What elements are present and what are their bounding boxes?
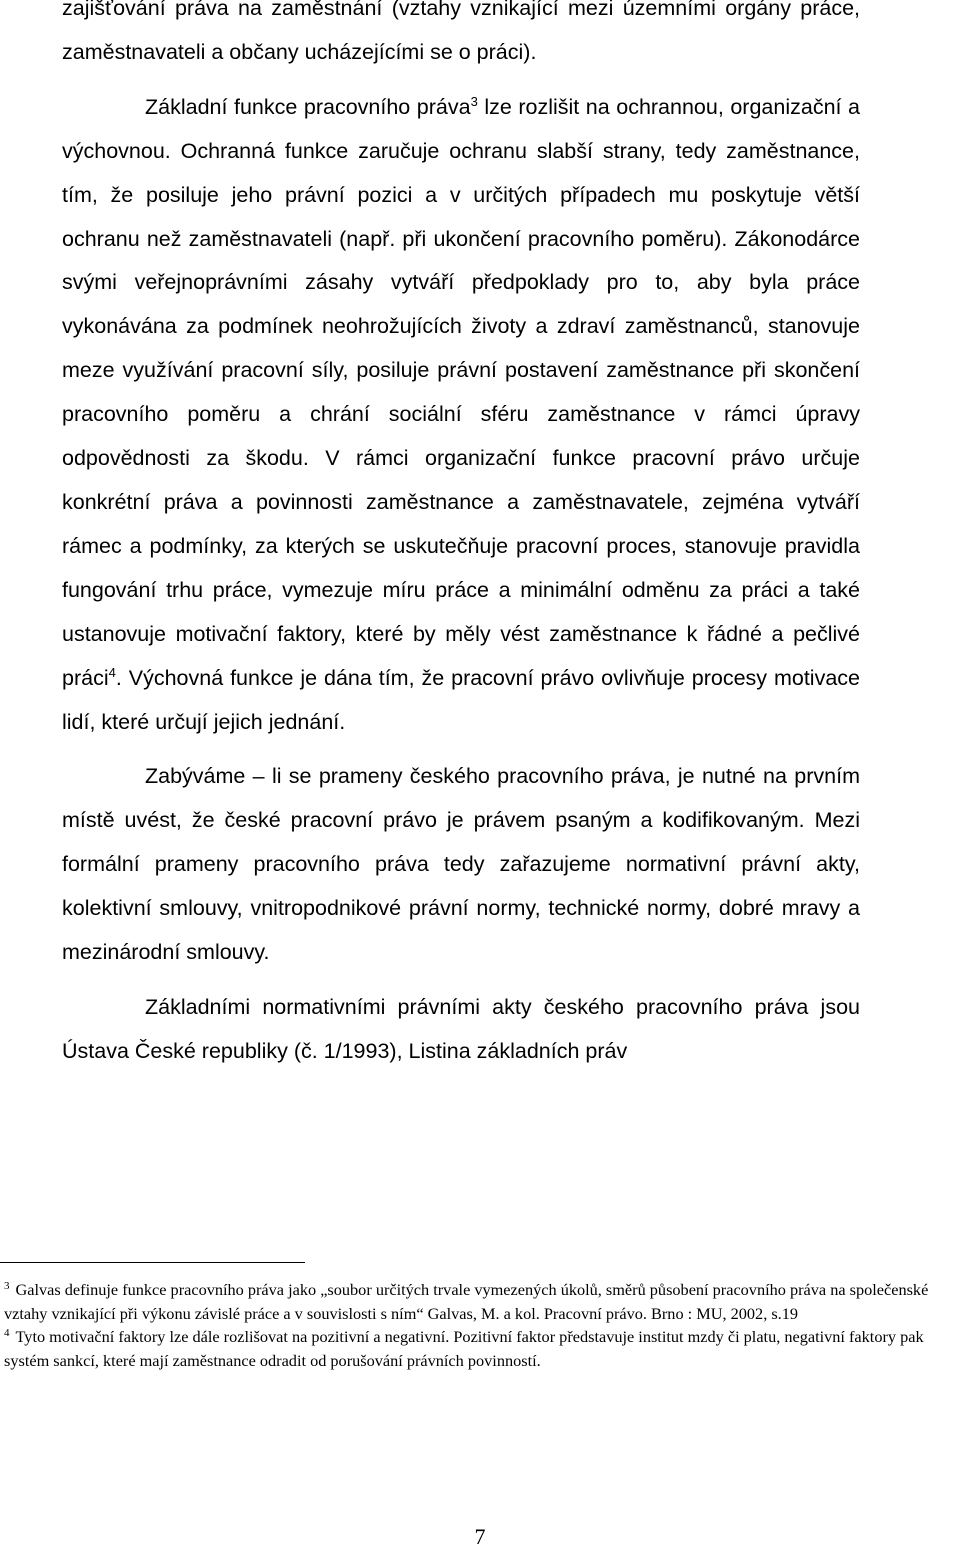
footnotes bbox=[4, 1278, 956, 1372]
paragraph bbox=[62, 986, 860, 1074]
footnote-text: Tyto motivační faktory lze dále rozlišovat na pozitivní a negativní. Pozitivní faktor představuje institut mzdy či platu, negativní faktory pak systém sankcí, které mají zaměstnance odradit od porušování právních povinností. bbox=[4, 1327, 924, 1370]
footnote-separator bbox=[0, 1262, 305, 1263]
footnote bbox=[4, 1325, 956, 1372]
paragraph-text: Základní funkce pracovního práva bbox=[145, 94, 471, 119]
paragraph-text: zajišťování práva na zaměstnání (vztahy vznikající mezi územními orgány práce, zaměstnavateli a občany ucházejícími se o práci). bbox=[62, 0, 860, 64]
page-number: 7 bbox=[474, 1524, 486, 1549]
footnote-reference[interactable]: 4 bbox=[108, 664, 116, 680]
paragraph-text: . Výchovná funkce je dána tím, že pracovní právo ovlivňuje procesy motivace lidí, které určují jejich jednání. bbox=[62, 665, 860, 734]
paragraph-text: Základními normativními právními akty českého pracovního práva jsou Ústava České republiky (č. 1/1993), Listina základních práv bbox=[62, 994, 860, 1063]
footnote-number: 4 bbox=[4, 1327, 10, 1339]
paragraph bbox=[62, 86, 860, 745]
paragraph bbox=[62, 0, 860, 75]
paragraph-text: lze rozlišit na ochrannou, organizační a výchovnou. Ochranná funkce zaručuje ochranu slabší strany, tedy zaměstnance, tím, že posiluje jeho právní pozici a v určitých případech mu poskytuje větší ochranu než zaměstnavateli (např. při ukončení pracovního poměru). Zákonodárce svými veřejnoprávními zásahy vytváří předpoklady pro to, aby byla práce vykonávána za podmínek neohrožujících životy a zdraví zaměstnanců, stanovuje meze využívání pracovní síly, posiluje právní postavení zaměstnance při skončení pracovního poměru a chrání sociální sféru zaměstnance v rámci úpravy odpovědnosti za škodu. V rámci organizační funkce pracovní právo určuje konkrétní práva a povinnosti zaměstnance a zaměstnavatele, zejména vytváří rámec a podmínky, za kterých se uskutečňuje pracovní proces, stanovuje pravidla fungování trhu práce, vymezuje míru práce a minimální odměnu za práci a také ustanovuje motivační faktory, které by měly vést zaměstnance k řádné a pečlivé práci bbox=[62, 94, 860, 690]
footnote-reference[interactable]: 3 bbox=[470, 93, 478, 109]
paragraph-text: Zabýváme – li se prameny českého pracovního práva, je nutné na prvním místě uvést, že české pracovní právo je právem psaným a kodifikovaným. Mezi formální prameny pracovního práva tedy zařazujeme normativní právní akty, kolektivní smlouvy, vnitropodnikové právní normy, technické normy, dobré mravy a mezinárodní smlouvy. bbox=[62, 764, 860, 965]
footnote bbox=[4, 1278, 956, 1325]
paragraph bbox=[62, 755, 860, 975]
footnote-number: 3 bbox=[4, 1280, 10, 1292]
body-text bbox=[62, 0, 860, 1074]
footnote-text: Galvas definuje funkce pracovního práva jako „soubor určitých trvale vymezených úkolů, směrů působení pracovního práva na společenské vztahy vznikající při výkonu závislé práce a v souvislosti s ním“ Galvas, M. a kol. Pracovní právo. Brno : MU, 2002, s.19 bbox=[4, 1280, 929, 1323]
